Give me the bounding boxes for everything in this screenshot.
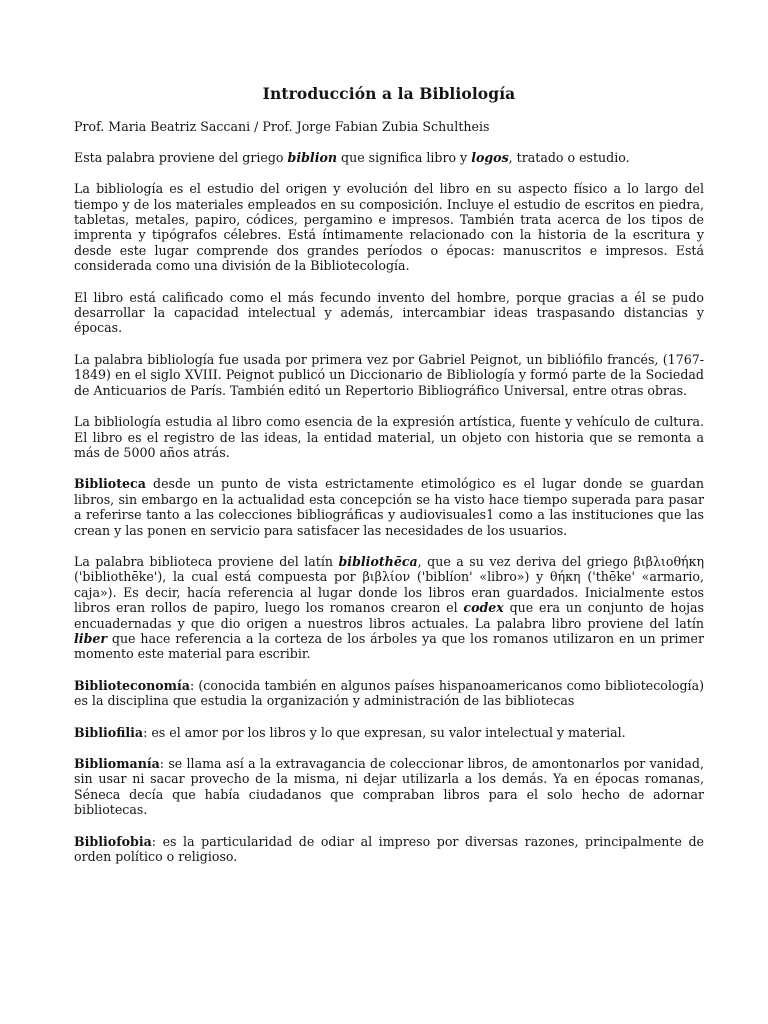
text: Esta palabra proviene del griego xyxy=(74,149,288,165)
text: La palabra biblioteca proviene del latín xyxy=(74,553,339,569)
text: que significa libro y xyxy=(337,149,472,165)
term-logos: logos xyxy=(471,149,509,165)
text: desde un punto de vista estrictamente etimológico es el lugar donde se guardan libros, sin embargo en la actualidad esta concepción se ha visto hace tiempo superada para pasar a referirse tanto a las colecciones bibliográficas y audiovisuales1 como a las instituciones que las crean y las ponen en servicio para satisfacer las necesidades de los usuarios. xyxy=(74,476,704,538)
term-bibliofobia: Bibliofobia xyxy=(74,833,152,849)
paragraph-book-invention: El libro está calificado como el más fecundo invento del hombre, porque gracias a él se pudo desarrollar la capacidad intelectual y además, intercambiar ideas traspasando distancias y épocas. xyxy=(74,289,704,336)
paragraph-latin-origin xyxy=(74,554,704,662)
paragraph-bibliofilia xyxy=(74,725,704,740)
term-bibliofilia: Bibliofilia xyxy=(74,724,144,740)
paragraph-peignot: La palabra bibliología fue usada por primera vez por Gabriel Peignot, un bibliófilo francés, (1767-1849) en el siglo XVIII. Peignot publicó un Diccionario de Bibliología y formó parte de la Sociedad de Anticuarios de París. También editó un Repertorio Bibliográfico Universal, entre otras obras. xyxy=(74,351,704,398)
term-biblion: biblion xyxy=(287,149,338,165)
text: : es el amor por los libros y lo que expresan, su valor intelectual y material. xyxy=(143,724,626,740)
text: : (conocida también en algunos países hispanoamericanos como bibliotecología) es la disciplina que estudia la organización y administración de las bibliotecas xyxy=(74,677,704,709)
paragraph-bibliomania xyxy=(74,756,704,818)
paragraph-book-essence: La bibliología estudia al libro como esencia de la expresión artística, fuente y vehículo de cultura. El libro es el registro de las ideas, la entidad material, un objeto con historia que se remonta a más de 5000 años atrás. xyxy=(74,414,704,460)
text: : es la particularidad de odiar al impreso por diversas razones, principalmente de orden político o religioso. xyxy=(74,833,704,865)
term-bibliomania: Bibliomanía xyxy=(74,756,160,771)
document-page xyxy=(74,86,704,880)
term-biblioteconomia: Biblioteconomía xyxy=(74,677,190,693)
text: , que a su vez deriva del griego βιβλιοθήκη ('bibliothēke'), la cual está compuesta por βιβλίον ('biblíon' «libro») y θήκη ('thēke' «armario, caja»). Es decir, hacía referencia al lugar donde los libros eran guardados. Inicialmente estos libros eran rollos de papiro, luego los romanos crearon el xyxy=(74,553,704,616)
text: que era un conjunto de hojas encuadernadas y que dio origen a nuestros libros actuales. La palabra libro proviene del latín xyxy=(74,600,704,631)
term-codex: codex xyxy=(463,600,504,616)
paragraph-bibliofobia xyxy=(74,834,704,865)
document-title: Introducción a la Bibliología xyxy=(262,84,516,103)
text: : se llama así a la extravagancia de coleccionar libros, de amontonarlos por vanidad, sin usar ni sacar provecho de la misma, ni dejar utilizarla a los demás. Ya en épocas romanas, Séneca decía que había ciudadanos que compraban libros para el solo hecho de adornar bibliotecas. xyxy=(74,756,704,818)
term-bibliotheca: bibliothēca xyxy=(338,553,418,569)
text: , tratado o estudio. xyxy=(508,149,630,165)
paragraph-biblioteconomia xyxy=(74,678,704,709)
authors-line: Prof. Maria Beatriz Saccani / Prof. Jorge Fabian Zubia Schultheis xyxy=(74,119,490,135)
paragraph-etymology xyxy=(74,150,704,165)
paragraph-biblioteca xyxy=(74,476,704,538)
term-liber: liber xyxy=(74,630,108,646)
text: que hace referencia a la corteza de los árboles ya que los romanos utilizaron en un primer momento este material para escribir. xyxy=(74,630,704,662)
paragraph-definition: La bibliología es el estudio del origen y evolución del libro en su aspecto físico a lo largo del tiempo y de los materiales empleados en su composición. Incluye el estudio de escritos en piedra, tabletas, metales, papiro, códices, pergamino e impresos. También trata acerca de los tipos de imprenta y tipógrafos célebres. Está íntimamente relacionado con la historia de la escritura y desde este lugar comprende dos grandes períodos o épocas: manuscritos e impresos. Está considerada como una división de la Bibliotecología. xyxy=(74,181,704,274)
term-biblioteca: Biblioteca xyxy=(74,476,146,492)
